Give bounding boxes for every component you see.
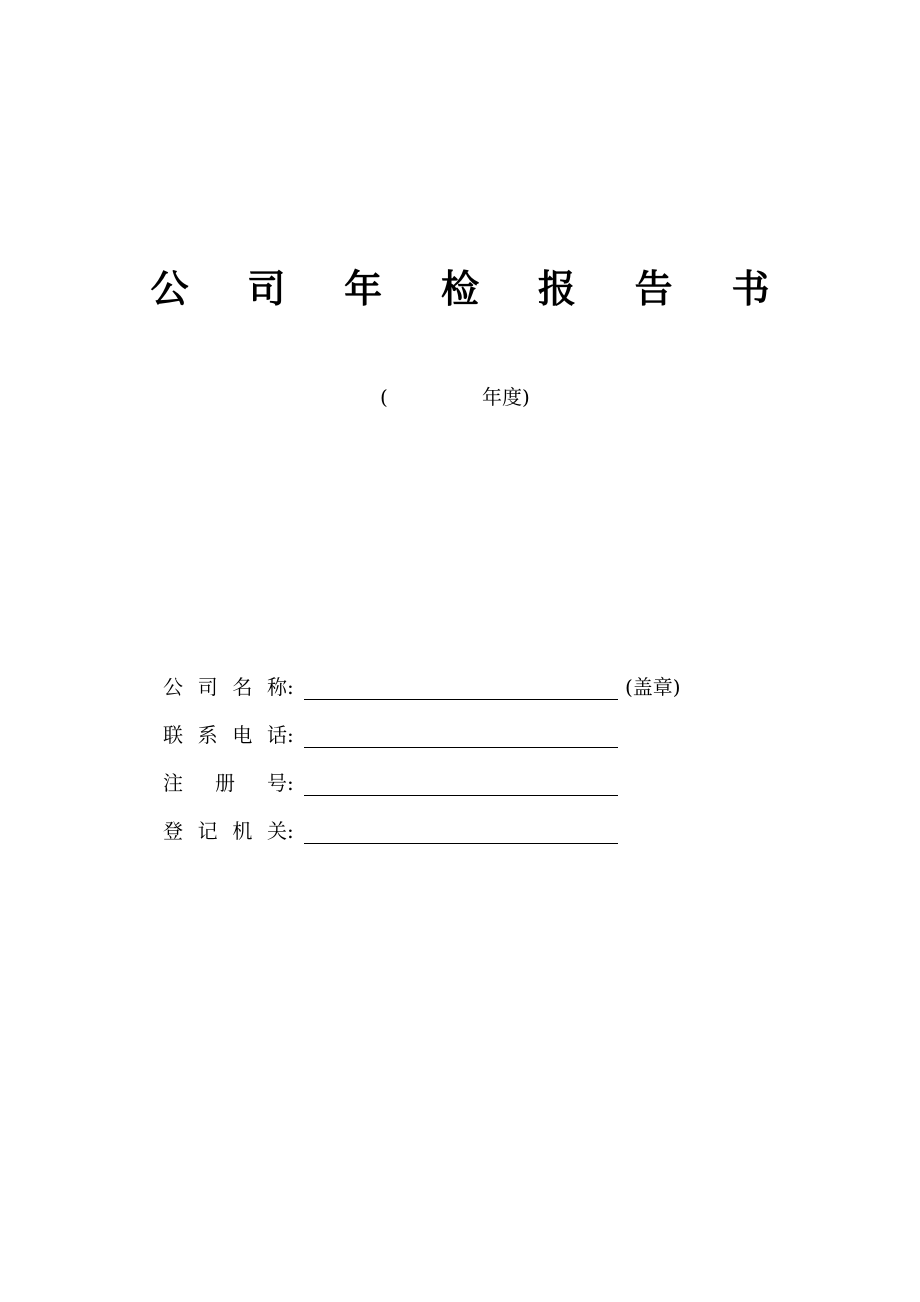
registration-no-label: 注 册 号 : xyxy=(163,771,294,795)
company-name-field[interactable] xyxy=(304,699,618,700)
registration-no-field[interactable] xyxy=(304,795,618,796)
registration-authority-field[interactable] xyxy=(304,843,618,844)
page-title: 公 司 年 检 报 告 书 xyxy=(150,267,793,311)
company-name-row xyxy=(163,672,763,702)
company-name-label: 公 司 名 称 : xyxy=(163,675,294,699)
seal-note: (盖章) xyxy=(625,675,681,699)
year-line xyxy=(0,382,920,412)
registration-authority-row xyxy=(163,816,763,846)
year-open-paren: ( xyxy=(380,385,388,409)
year-suffix: 年度) xyxy=(482,385,530,409)
registration-no-row xyxy=(163,768,763,798)
phone-row xyxy=(163,720,763,750)
phone-field[interactable] xyxy=(304,747,618,748)
registration-authority-label: 登 记 机 关 : xyxy=(163,819,294,843)
phone-label: 联 系 电 话 : xyxy=(163,723,294,747)
